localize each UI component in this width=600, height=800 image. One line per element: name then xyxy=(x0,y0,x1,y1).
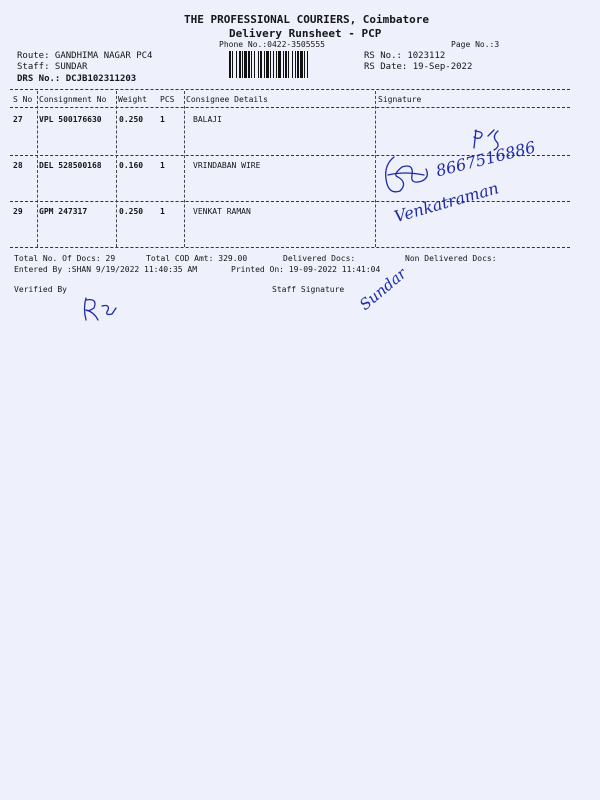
handwritten-phone-number: 8667516886 xyxy=(434,137,538,181)
col-header-weight: Weight xyxy=(118,95,147,104)
row-consignment-no: DEL 528500168 xyxy=(39,161,102,170)
staff-signature: Sundar xyxy=(356,264,410,314)
printed-on: Printed On: 19-09-2022 11:41:04 xyxy=(231,265,381,274)
total-cod-amount: Total COD Amt: 329.00 xyxy=(146,254,248,263)
row-consignee: VENKAT RAMAN xyxy=(193,207,251,216)
handwritten-consignee-signature: Venkatraman xyxy=(392,178,501,227)
col-header-consignment: Consignment No xyxy=(39,95,107,104)
staff-signature-label: Staff Signature xyxy=(272,285,345,294)
verified-by-signature xyxy=(80,294,124,324)
route: Route: GANDHIMA NAGAR PC4 xyxy=(17,51,153,61)
column-line xyxy=(375,91,376,247)
document-title: Delivery Runsheet - PCP xyxy=(229,27,382,40)
col-header-consignee: Consignee Details xyxy=(186,95,268,104)
non-delivered-docs: Non Delivered Docs: xyxy=(405,254,497,263)
barcode xyxy=(229,51,354,78)
total-docs: Total No. Of Docs: 29 xyxy=(14,254,116,263)
company-name: THE PROFESSIONAL COURIERS, Coimbatore xyxy=(184,13,430,26)
row-consignment-no: GPM 247317 xyxy=(39,207,88,216)
row-weight: 0.160 xyxy=(119,161,144,170)
row-pcs: 1 xyxy=(160,207,165,216)
handwritten-row28-signature xyxy=(378,153,436,199)
row-pcs: 1 xyxy=(160,115,165,124)
phone-number: Phone No.:0422-3505555 xyxy=(219,40,325,49)
row-consignee: VRINDABAN WIRE xyxy=(193,161,261,170)
column-line xyxy=(184,91,185,247)
row-sno: 29 xyxy=(13,207,23,216)
rs-date: RS Date: 19-Sep-2022 xyxy=(364,62,473,72)
drs-number: DRS No.: DCJB102311203 xyxy=(17,74,137,84)
row-pcs: 1 xyxy=(160,161,165,170)
row-weight: 0.250 xyxy=(119,207,144,216)
table-top-rule xyxy=(10,89,570,90)
row-consignment-no: VPL 500176630 xyxy=(39,115,102,124)
table-header-rule xyxy=(10,107,570,108)
row-weight: 0.250 xyxy=(119,115,144,124)
row-sno: 27 xyxy=(13,115,23,124)
row-consignee: BALAJI xyxy=(193,115,222,124)
column-line xyxy=(37,91,38,247)
staff: Staff: SUNDAR xyxy=(17,62,88,72)
rs-number: RS No.: 1023112 xyxy=(364,51,446,61)
row-divider xyxy=(10,201,570,202)
delivered-docs: Delivered Docs: xyxy=(283,254,356,263)
col-header-pcs: PCS xyxy=(160,95,175,104)
column-line xyxy=(116,91,117,247)
col-header-sno: S No xyxy=(13,95,33,104)
table-bottom-rule xyxy=(10,247,570,248)
verified-by-label: Verified By xyxy=(14,285,67,294)
col-header-signature: Signature xyxy=(378,95,422,104)
row-sno: 28 xyxy=(13,161,23,170)
page-number: Page No.:3 xyxy=(451,40,500,49)
entered-by: Entered By :SHAN 9/19/2022 11:40:35 AM xyxy=(14,265,198,274)
